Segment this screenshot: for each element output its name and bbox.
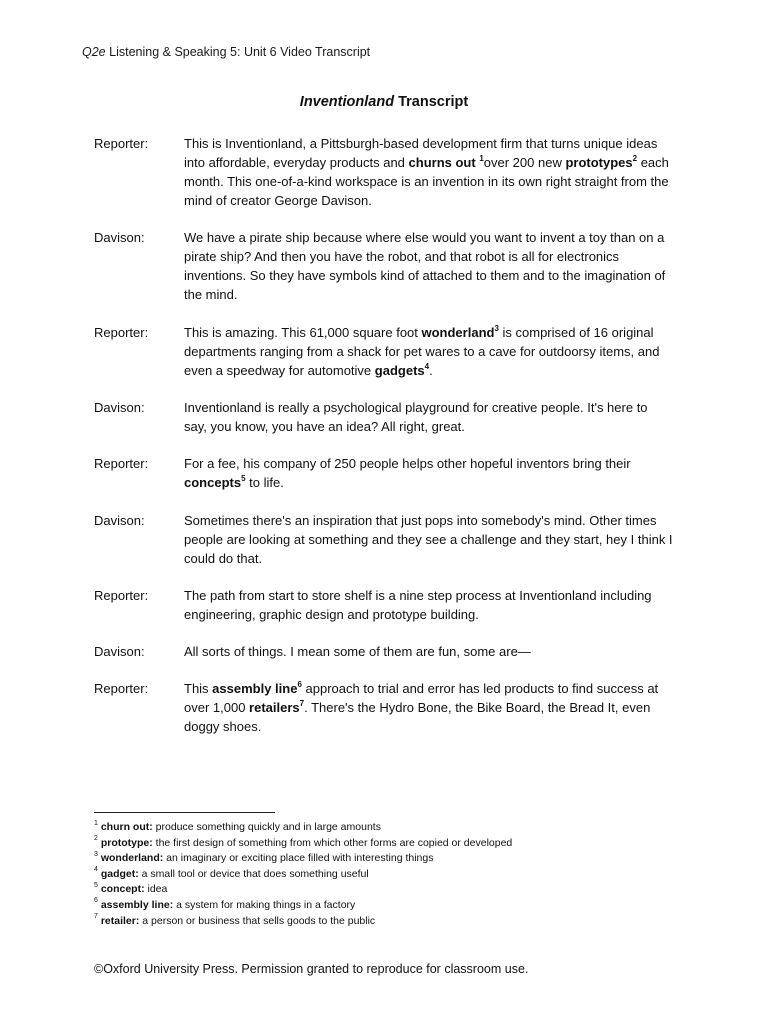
spoken-line [184, 586, 674, 624]
footnote-ref: 2 [632, 153, 638, 163]
spoken-line [184, 679, 674, 736]
text-run: over 200 new [483, 155, 566, 170]
transcript-turn [94, 323, 674, 380]
vocab-term: wonderland [421, 325, 495, 340]
transcript-turn [94, 511, 674, 568]
speaker-label: Reporter: [94, 325, 149, 340]
transcript-turn [94, 134, 674, 210]
footnote-number: 1 [94, 819, 98, 827]
footnote-item [94, 836, 694, 852]
footnote-term: churn out: [100, 821, 153, 833]
text-run: All sorts of things. I mean some of them are fun, some are— [184, 644, 531, 659]
vocab-term: concepts [184, 475, 242, 490]
footnote-number: 2 [94, 835, 98, 843]
transcript-turn [94, 228, 674, 304]
footnote-number: 7 [94, 913, 98, 921]
speaker-label: Davison: [94, 513, 145, 528]
transcript-turn [94, 454, 674, 492]
footnote-ref: 4 [424, 361, 430, 371]
footnote-term: retailer: [100, 914, 140, 927]
speaker-label: Reporter: [94, 681, 149, 696]
text-run: to life. [245, 475, 284, 490]
footnote-ref: 7 [299, 698, 305, 708]
footnote-term: assembly line: [100, 898, 174, 911]
footnote-ref: 5 [241, 473, 246, 483]
text-run: Sometimes there's an inspiration that just pops into somebody's mind. Other times people are looking at something and they see a challenge and they start, hey I think I could do that. [184, 513, 673, 566]
header-text: Listening & Speaking 5: Unit 6 Video Transcript [109, 45, 371, 59]
vocab-term: churns out [408, 155, 476, 170]
footnote-number: 3 [94, 850, 98, 858]
spoken-line [184, 134, 674, 210]
text-run: This is amazing. This 61,000 square foot [184, 325, 422, 340]
footnote-definition: a small tool or device that does something useful [138, 867, 369, 880]
transcript-turn [94, 586, 674, 624]
footnote-definition: the first design of something from which other forms are copied or developed [152, 836, 513, 849]
text-run: We have a pirate ship because where else would you want to invent a toy than on a pirate ship? And then you have the robot, and that robot is all for electronics inventions. So they have symbols kind of attached to them and to the imagination of the mind. [184, 230, 666, 302]
text-run: . [429, 363, 433, 378]
footnote-definition: idea [144, 883, 168, 896]
speaker-label: Reporter: [94, 136, 149, 151]
footnote-definition: a system for making things in a factory [173, 898, 356, 911]
footnote-item [94, 898, 694, 914]
footnote-item [94, 882, 694, 898]
footnote-term: gadget: [100, 867, 139, 880]
footnote-definition: an imaginary or exciting place filled with interesting things [163, 852, 434, 865]
transcript-turn [94, 679, 674, 736]
footnote-number: 4 [94, 866, 98, 874]
text-run: Inventionland is really a psychological playground for creative people. It's here to say, you know, you have an idea? All right, great. [184, 400, 648, 434]
transcript-turn [94, 398, 674, 436]
spoken-line [184, 398, 674, 436]
spoken-line [184, 454, 674, 492]
footnote-divider [94, 812, 275, 813]
footnote-ref: 1 [479, 153, 484, 163]
footnote-item [94, 867, 694, 883]
title-rest: Transcript [398, 94, 469, 110]
footnote-item [94, 820, 694, 836]
footnote-number: 6 [94, 897, 98, 905]
footnote-term: wonderland: [100, 852, 164, 865]
footnote-term: concept: [100, 883, 145, 896]
text-run: is comprised of 16 original departments ranging from a shack for pet wares to a cave for outdoorsy items, and even a speedway for automotive [184, 325, 660, 378]
speaker-label: Reporter: [94, 456, 149, 471]
spoken-line [184, 642, 674, 661]
footnotes-list [94, 820, 694, 929]
spoken-line [184, 323, 674, 380]
vocab-term: gadgets [374, 363, 425, 378]
footnote-number: 5 [94, 881, 98, 889]
page-header [82, 45, 370, 59]
footnote-term: prototype: [100, 836, 153, 849]
title-italic: Inventionland [299, 94, 395, 110]
vocab-term: prototypes [565, 155, 633, 170]
series-name: Q2e [82, 45, 106, 59]
footnote-ref: 6 [297, 679, 302, 689]
speaker-label: Davison: [94, 230, 145, 245]
footnote-item [94, 914, 694, 930]
text-run: each month. This one-of-a-kind workspace is an invention in its own right straight from the mind of creator George Davison. [184, 155, 669, 208]
transcript-turn [94, 642, 674, 661]
spoken-line [184, 511, 674, 568]
text-run: This [184, 681, 213, 696]
copyright-notice: ©Oxford University Press. Permission granted to reproduce for classroom use. [94, 962, 529, 976]
speaker-label: Davison: [94, 644, 145, 659]
text-run: . There's the Hydro Bone, the Bike Board, the Bread It, even doggy shoes. [184, 700, 651, 734]
footnote-ref: 3 [494, 323, 499, 333]
text-run: The path from start to store shelf is a nine step process at Inventionland including engineering, graphic design and prototype building. [184, 588, 652, 622]
speaker-label: Davison: [94, 400, 145, 415]
footnote-definition: a person or business that sells goods to the public [139, 914, 376, 927]
text-run: This is Inventionland, a Pittsburgh-based development firm that turns unique ideas into affordable, everyday products and [184, 136, 658, 170]
transcript-body [94, 134, 674, 736]
vocab-term: retailers [249, 700, 300, 715]
spoken-line [184, 228, 674, 304]
text-run: approach to trial and error has led products to find success at over 1,000 [184, 681, 659, 715]
vocab-term: assembly line [212, 681, 298, 696]
footnote-item [94, 851, 694, 867]
footnote-definition: produce something quickly and in large amounts [152, 821, 381, 833]
document-title [0, 94, 768, 110]
text-run: For a fee, his company of 250 people helps other hopeful inventors bring their [184, 456, 631, 471]
speaker-label: Reporter: [94, 588, 149, 603]
